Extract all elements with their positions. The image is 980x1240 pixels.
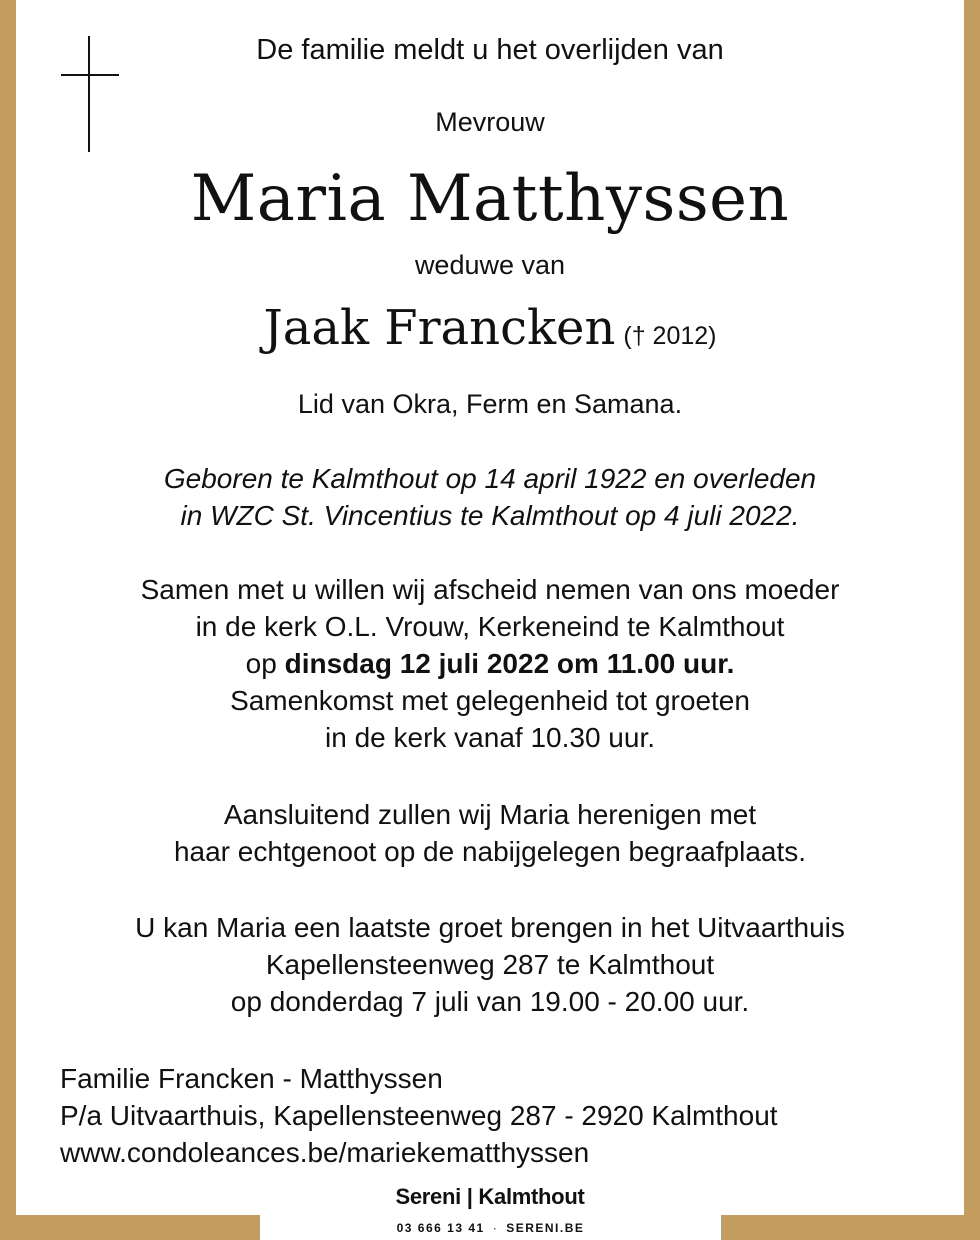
obituary-card bbox=[16, 0, 964, 1215]
service-location: in de kerk O.L. Vrouw, Kerkeneind te Kalmthout bbox=[195, 611, 785, 642]
gathering-line: Samenkomst met gelegenheid tot groeten bbox=[230, 685, 750, 716]
spouse-death-year: († 2012) bbox=[623, 322, 717, 350]
family-address: P/a Uitvaarthuis, Kapellensteenweg 287 - 2920 Kalmthout bbox=[60, 1100, 778, 1131]
birth-line: Geboren te Kalmthout op 14 april 1922 en overleden bbox=[163, 463, 817, 494]
burial-line: Aansluitend zullen wij Maria herenigen met bbox=[223, 799, 757, 830]
funeral-home-brand: Sereni | Kalmthout bbox=[395, 1184, 585, 1209]
widow-of-label: weduwe van bbox=[414, 250, 566, 280]
birth-death-block bbox=[16, 460, 964, 534]
membership-text: Lid van Okra, Ferm en Samana. bbox=[297, 389, 683, 419]
visitation-block bbox=[16, 909, 964, 1020]
footer-website[interactable]: SERENI.BE bbox=[506, 1221, 585, 1235]
funeral-service-block bbox=[16, 571, 964, 756]
gathering-time: in de kerk vanaf 10.30 uur. bbox=[325, 722, 655, 753]
service-date-bold: dinsdag 12 juli 2022 om 11.00 uur. bbox=[284, 648, 735, 679]
intro-text: De familie meldt u het overlijden van bbox=[256, 34, 724, 66]
separator-dot: · bbox=[492, 1221, 499, 1235]
service-line: Samen met u willen wij afscheid nemen van ons moeder bbox=[140, 574, 840, 605]
footer-contact bbox=[260, 1219, 721, 1237]
visitation-time: op donderdag 7 juli van 19.00 - 20.00 uur. bbox=[230, 986, 750, 1017]
honorific: Mevrouw bbox=[435, 107, 545, 137]
spouse-name: Jaak Francken bbox=[263, 300, 616, 356]
deceased-name: Maria Matthyssen bbox=[190, 162, 790, 236]
family-block bbox=[60, 1060, 778, 1171]
family-name: Familie Francken - Matthyssen bbox=[60, 1063, 443, 1094]
burial-block bbox=[16, 796, 964, 870]
spouse-line bbox=[16, 295, 964, 373]
visitation-address: Kapellensteenweg 287 te Kalmthout bbox=[265, 949, 715, 980]
footer-phone: 03 666 13 41 bbox=[396, 1221, 485, 1235]
visitation-line: U kan Maria een laatste groet brengen in het Uitvaarthuis bbox=[135, 912, 845, 943]
burial-line: haar echtgenoot op de nabijgelegen begraafplaats. bbox=[173, 836, 807, 867]
death-line: in WZC St. Vincentius te Kalmthout op 4 juli 2022. bbox=[180, 500, 800, 531]
service-datetime: op dinsdag 12 juli 2022 om 11.00 uur. bbox=[245, 648, 735, 679]
condolence-link[interactable]: www.condoleances.be/mariekematthyssen bbox=[60, 1137, 590, 1168]
